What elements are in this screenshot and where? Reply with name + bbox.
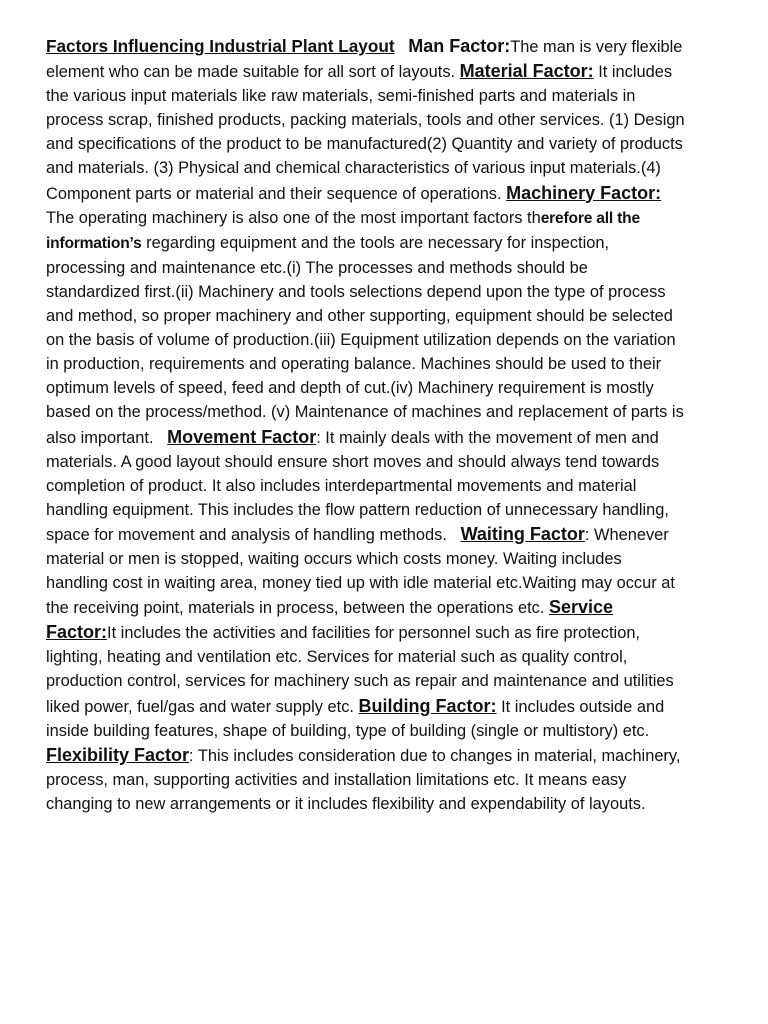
document-body: [46, 34, 686, 816]
machinery-factor-heading: Machinery Factor:: [506, 182, 662, 203]
movement-factor-heading: Movement Factor: [167, 426, 317, 447]
material-factor-heading: Material Factor:: [459, 61, 594, 82]
building-factor-heading: Building Factor:: [358, 695, 497, 716]
man-factor-heading: Man Factor:: [408, 36, 511, 56]
flexibility-factor-text: : This includes consideration due to changes in material, machinery, process, man, supporting activities and installation limitations etc. It means easy changing to new arrangements or it includes flexibility and expendability of layouts.: [46, 746, 681, 813]
waiting-factor-text: : Whenever material or men is stopped, waiting occurs which costs money. Waiting includes handling cost in waiting area, money tied up with idle material etc.Waiting may occur at the receiving point, materials in process, between the operations etc.: [46, 525, 675, 618]
waiting-factor-heading: Waiting Factor: [460, 523, 585, 544]
movement-factor-text: : It mainly deals with the movement of men and materials. A good layout should ensure short moves and should always tend towards completion of product. It also includes interdepartmental movements and material handling equipment. This includes the flow pattern reduction of unnecessary handling, space for movement and analysis of handling methods.: [46, 428, 669, 544]
flexibility-factor-heading: Flexibility Factor: [46, 744, 190, 765]
machinery-factor-bold-text: erefore all the information’s: [46, 209, 640, 252]
machinery-factor-text-a: The operating machinery is also one of the most important factors th: [46, 208, 541, 227]
building-factor-text: It includes outside and inside building features, shape of building, type of building (single or multistory) etc.: [46, 697, 665, 740]
service-factor-heading: Service Factor:: [46, 597, 613, 643]
man-factor-text: The man is very flexible element who can be made suitable for all sort of layouts.: [46, 38, 683, 82]
document-title: Factors Influencing Industrial Plant Layout: [46, 36, 395, 56]
material-factor-text: It includes the various input materials like raw materials, semi-finished parts and materials in process scrap, finished products, packing materials, tools and other services. (1) Design and specifications of the product to be manufactured(2) Quantity and variety of products and materials. (3) Physical and chemical characteristics of various input materials.(4) Component parts or material and their sequence of operations.: [46, 63, 685, 203]
service-factor-text: It includes the activities and facilities for personnel such as fire protection, lighting, heating and ventilation etc. Services for material such as quality control, production control, services for machinery such as repair and maintenance and utilities liked power, fuel/gas and water supply etc.: [46, 624, 674, 716]
machinery-factor-text-b: regarding equipment and the tools are necessary for inspection, processing and maintenance etc.(i) The processes and methods should be standardized first.(ii) Machinery and tools selections depend upon the type of process and method, so proper machinery and other supporting, equipment should be selected on the basis of volume of production.(iii) Equipment utilization depends on the variation in production, requirements and operating balance. Machines should be used to their optimum levels of speed, feed and depth of cut.(iv) Machinery requirement is mostly based on the process/method. (v) Maintenance of machines and replacement of parts is also important.: [46, 233, 684, 447]
